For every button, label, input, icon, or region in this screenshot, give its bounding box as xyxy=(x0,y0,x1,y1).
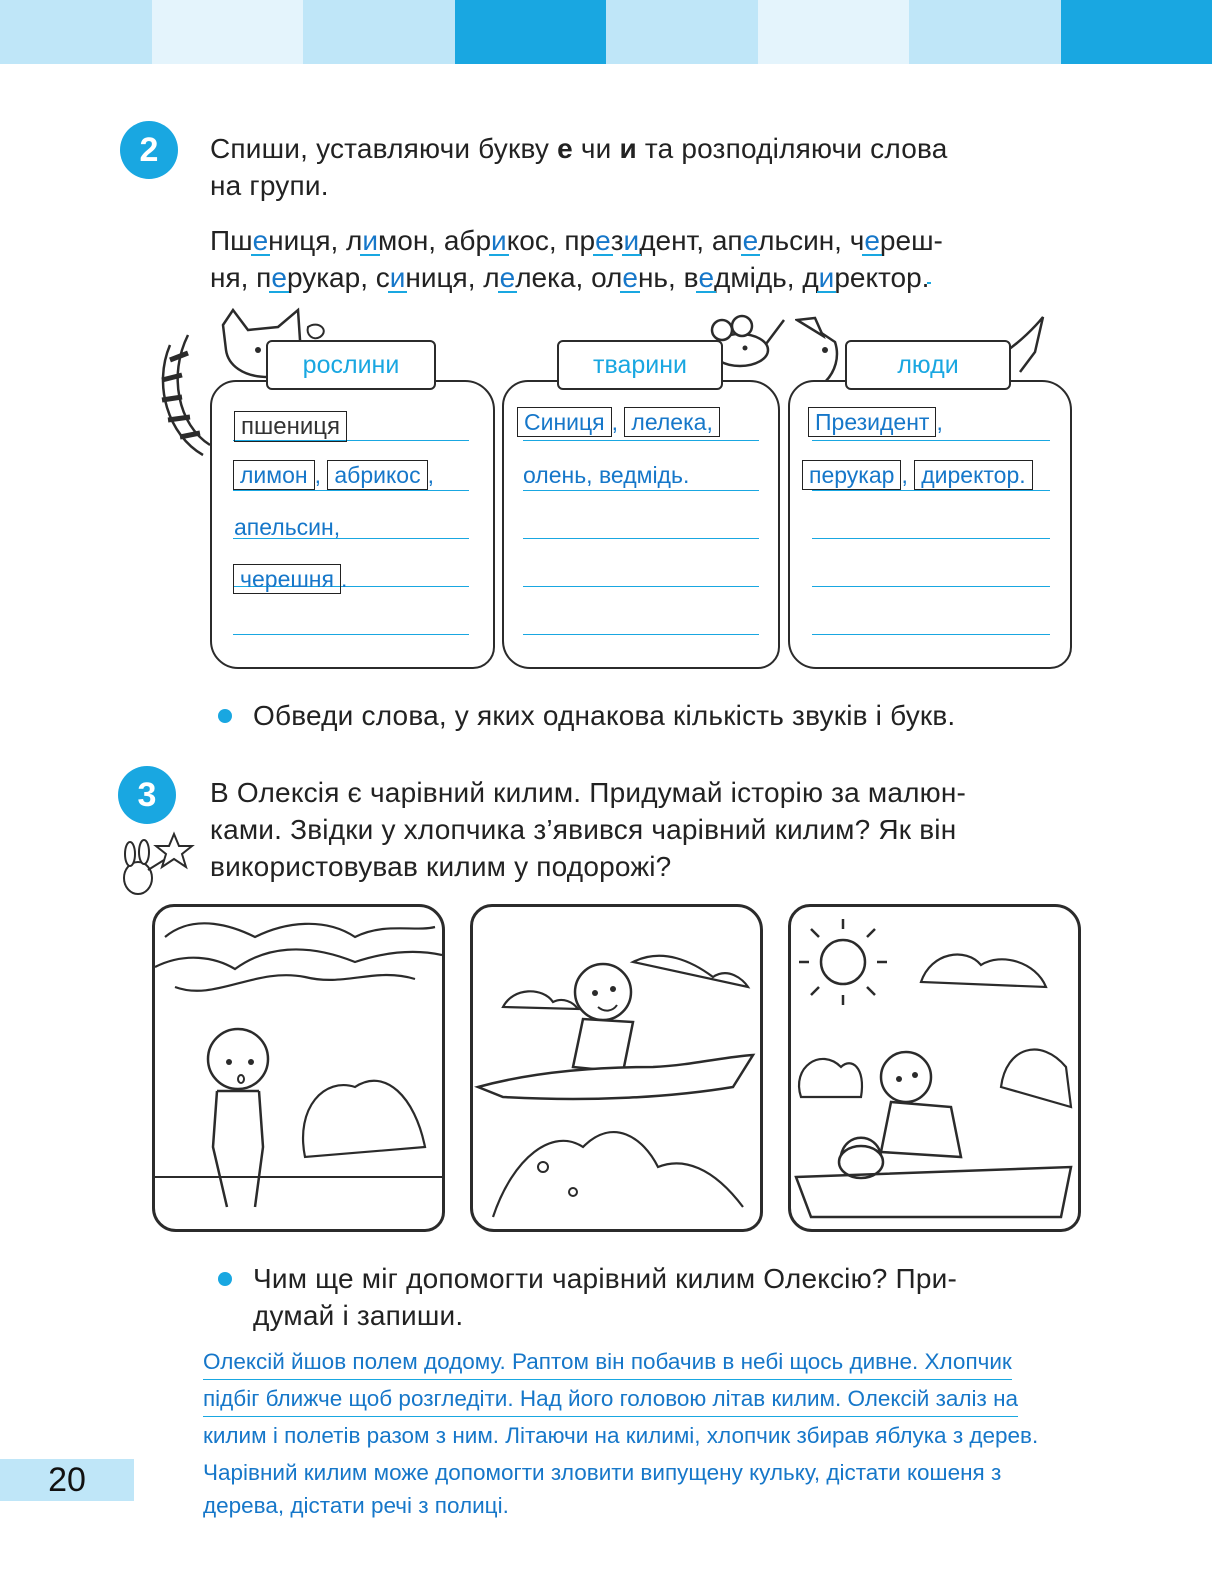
picture-boy-on-flying-carpet xyxy=(470,904,763,1232)
top-color-band xyxy=(0,0,1212,64)
word-list-line-2: ня, перукар, синиця, лелека, олень, ведмідь, директор. xyxy=(210,259,929,296)
answer-line: Чарівний килим може допомогти зловити випущену кульку, дістати кошеня з xyxy=(203,1460,1002,1485)
page-number: 20 xyxy=(0,1459,134,1501)
answer-line: дерева, дістати речі з полиці. xyxy=(203,1493,509,1518)
answer-line: підбіг ближче щоб розгледіти. Над його головою літав килим. Олексій заліз на xyxy=(203,1382,1018,1417)
answer-animals-row-2: олень, ведмідь. xyxy=(523,462,690,488)
task3-subinstruction: Чим ще міг допомогти чарівний килим Олексію? При- думай і запиши. xyxy=(253,1263,958,1331)
answer-line: Олексій йшов полем додому. Раптом він побачив в небі щось дивне. Хлопчик xyxy=(203,1345,1012,1380)
group-label-plants: рослини xyxy=(266,340,436,390)
task-number-badge: 2 xyxy=(120,121,178,179)
answer-line: килим і полетів разом з ним. Літаючи на килимі, хлопчик збирав яблука з дерев. xyxy=(203,1423,1039,1448)
answer-animals-row-1: Синиця , лелека, xyxy=(517,409,720,436)
task2-subinstruction: Обведи слова, у яких однакова кількість звуків і букв. xyxy=(253,700,956,731)
answer-people-row-2: перукар , директор. xyxy=(802,462,1033,489)
answer-people-row-1: Президент , xyxy=(808,409,943,436)
picture-boy-in-field xyxy=(152,904,445,1232)
group-label-animals: тварини xyxy=(557,340,723,390)
answer-plants-row-2: лимон , абрикос , xyxy=(233,462,434,489)
picture-boy-picnic-on-carpet xyxy=(788,904,1081,1232)
bullet-point xyxy=(218,709,232,723)
group-label-people: люди xyxy=(845,340,1011,390)
bunny-star-illustration xyxy=(108,830,198,910)
answer-plants-row-1: пшениця xyxy=(234,413,347,441)
bullet-point xyxy=(218,1272,232,1286)
task3-instruction: В Олексія є чарівний килим. Придумай історію за малюн- ками. Звідки у хлопчика з’явився чарівний килим? Як він використовував килим у подорожі? xyxy=(210,777,967,882)
word-list-line-1: Пшениця, лимон, абрикос, президент, апельсин, череш- xyxy=(210,222,943,259)
task-number-badge: 3 xyxy=(118,766,176,824)
answer-plants-row-4: черешня . xyxy=(233,566,347,593)
task2-instruction: Спиши, уставляючи букву е чи и та розподіляючи слова на групи. xyxy=(210,133,948,201)
answer-plants-row-3: апельсин, xyxy=(234,514,341,540)
